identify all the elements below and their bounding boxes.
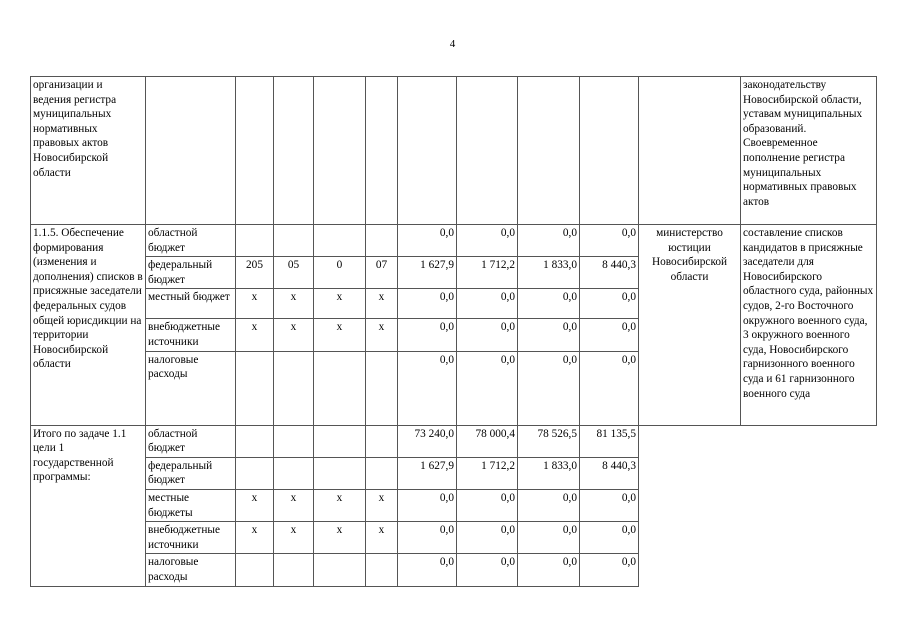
value-cell: 0,0 <box>457 319 518 351</box>
value-cell: 0,0 <box>518 319 580 351</box>
code-cell <box>366 351 398 425</box>
page-number: 4 <box>449 38 456 50</box>
value-cell: 1 833,0 <box>518 457 580 489</box>
code-cell <box>236 425 274 457</box>
value-cell: 0,0 <box>518 351 580 425</box>
value-cell: 0,0 <box>457 225 518 257</box>
value-cell: 0,0 <box>398 554 457 586</box>
value-cell: 1 712,2 <box>457 257 518 289</box>
code-cell <box>366 225 398 257</box>
code-cell: x <box>314 289 366 319</box>
value-cell: 0,0 <box>518 522 580 554</box>
code-cell: x <box>236 522 274 554</box>
activity-cell: организации и ведения регистра муниципальных нормативных правовых актов Новосибирской области <box>31 77 146 225</box>
code-cell <box>274 225 314 257</box>
task-total <box>31 425 877 586</box>
code-cell: 0 <box>314 257 366 289</box>
value-cell: 78 526,5 <box>518 425 580 457</box>
code-cell <box>314 351 366 425</box>
value-cell: 1 833,0 <box>518 257 580 289</box>
table-row <box>31 225 877 257</box>
code-cell: x <box>236 319 274 351</box>
code-cell <box>314 554 366 586</box>
funding-source: федеральный бюджет <box>146 457 236 489</box>
value-cell: 0,0 <box>518 489 580 521</box>
funding-source: федеральный бюджет <box>146 257 236 289</box>
value-cell: 1 712,2 <box>457 457 518 489</box>
funding-source: налоговые расходы <box>146 351 236 425</box>
code-cell <box>236 554 274 586</box>
code-cell <box>366 457 398 489</box>
result-cell: составление списков кандидатов в присяжные заседатели для Новосибирского областного суда, районных судов, 2-го Восточного окружного военного суда, 3 окружного военного суда, Новосибирского гарнизонного военного суда и 61 гарнизонного военного суда <box>741 225 877 426</box>
code-cell: x <box>366 522 398 554</box>
value-cell: 78 000,4 <box>457 425 518 457</box>
code-cell: x <box>274 522 314 554</box>
code-cell: x <box>274 319 314 351</box>
value-cell: 1 627,9 <box>398 457 457 489</box>
code-cell: 07 <box>366 257 398 289</box>
table-row <box>31 77 877 225</box>
value-cell: 0,0 <box>457 489 518 521</box>
code-cell <box>274 457 314 489</box>
code-cell: x <box>274 489 314 521</box>
code-cell <box>236 457 274 489</box>
code-cell <box>366 425 398 457</box>
program-table <box>30 76 877 587</box>
code-cell: x <box>236 489 274 521</box>
value-cell: 1 627,9 <box>398 257 457 289</box>
result-cell: законодательству Новосибирской области, уставам муниципальных образований. Своевременное пополнение регистра муниципальных нормативных правовых актов <box>741 77 877 225</box>
value-cell: 8 440,3 <box>580 257 639 289</box>
code-cell <box>314 225 366 257</box>
code-cell: x <box>366 289 398 319</box>
section-115 <box>31 225 877 426</box>
value-cell: 0,0 <box>457 522 518 554</box>
code-cell: 05 <box>274 257 314 289</box>
code-cell <box>314 425 366 457</box>
value-cell: 0,0 <box>518 225 580 257</box>
value-cell: 0,0 <box>398 351 457 425</box>
funding-source: внебюджетные источники <box>146 319 236 351</box>
code-cell <box>366 554 398 586</box>
funding-source: внебюджетные источники <box>146 522 236 554</box>
value-cell: 0,0 <box>580 554 639 586</box>
code-cell: x <box>366 319 398 351</box>
value-cell: 0,0 <box>398 289 457 319</box>
code-cell <box>274 351 314 425</box>
value-cell: 0,0 <box>580 489 639 521</box>
total-title: Итого по задаче 1.1 цели 1 государственной программы: <box>31 425 146 586</box>
code-cell <box>314 457 366 489</box>
value-cell: 0,0 <box>580 289 639 319</box>
funding-source: областной бюджет <box>146 225 236 257</box>
code-cell <box>274 425 314 457</box>
code-cell: x <box>314 319 366 351</box>
code-cell: x <box>236 289 274 319</box>
activity-title: 1.1.5. Обеспечение формирования (изменения и дополнения) списков в присяжные заседатели федеральных судов общей юрисдикции на территории Новосибирской области <box>31 225 146 426</box>
value-cell: 0,0 <box>457 351 518 425</box>
value-cell: 0,0 <box>457 289 518 319</box>
code-cell: 205 <box>236 257 274 289</box>
value-cell: 0,0 <box>518 554 580 586</box>
value-cell: 0,0 <box>398 319 457 351</box>
value-cell: 73 240,0 <box>398 425 457 457</box>
code-cell: x <box>366 489 398 521</box>
value-cell: 0,0 <box>580 522 639 554</box>
value-cell: 0,0 <box>580 225 639 257</box>
code-cell: x <box>314 522 366 554</box>
funding-source: местный бюджет <box>146 289 236 319</box>
code-cell <box>236 351 274 425</box>
funding-source: местные бюджеты <box>146 489 236 521</box>
table-row <box>31 425 877 457</box>
value-cell: 0,0 <box>580 319 639 351</box>
value-cell: 81 135,5 <box>580 425 639 457</box>
code-cell: x <box>314 489 366 521</box>
value-cell: 0,0 <box>398 522 457 554</box>
value-cell: 0,0 <box>457 554 518 586</box>
empty-cell <box>639 425 877 586</box>
executor-cell: министерство юстиции Новосибирской области <box>639 225 741 426</box>
code-cell <box>274 554 314 586</box>
code-cell <box>236 225 274 257</box>
value-cell: 8 440,3 <box>580 457 639 489</box>
code-cell: x <box>274 289 314 319</box>
value-cell: 0,0 <box>580 351 639 425</box>
value-cell: 0,0 <box>518 289 580 319</box>
value-cell: 0,0 <box>398 225 457 257</box>
value-cell: 0,0 <box>398 489 457 521</box>
funding-source: областной бюджет <box>146 425 236 457</box>
funding-source: налоговые расходы <box>146 554 236 586</box>
